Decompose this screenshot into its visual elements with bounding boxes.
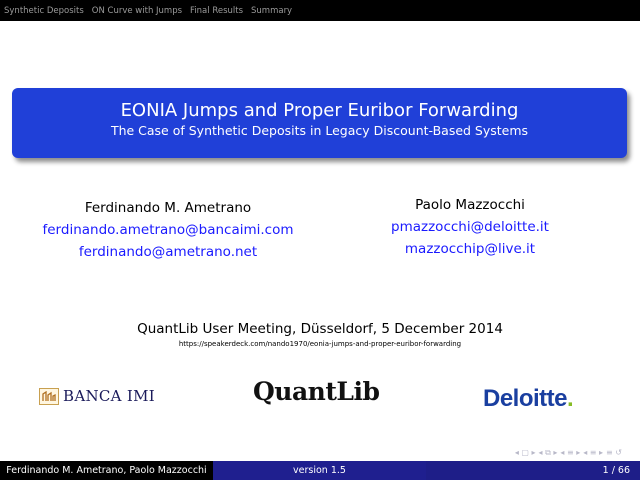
author-block-mazzocchi — [310, 194, 630, 260]
author-name: Paolo Mazzocchi — [415, 197, 525, 213]
author-email-link[interactable]: pmazzocchi@deloitte.it — [391, 219, 549, 235]
nav-section-synthetic-deposits[interactable]: Synthetic Deposits — [4, 5, 84, 16]
section-navigation-bar — [0, 0, 640, 21]
banca-imi-logo — [39, 387, 155, 405]
footer-authors: Ferdinando M. Ametrano, Paolo Mazzocchi — [0, 461, 213, 480]
author-email-link[interactable]: ferdinando.ametrano@bancaimi.com — [42, 222, 294, 238]
event-line: QuantLib User Meeting, Düsseldorf, 5 December 2014 — [137, 321, 503, 337]
footer-version: version 1.5 — [213, 461, 426, 480]
deloitte-dot: . — [567, 385, 574, 412]
banca-imi-logo-icon — [39, 388, 59, 405]
nav-section-final-results[interactable]: Final Results — [190, 5, 244, 16]
nav-section-summary[interactable]: Summary — [251, 5, 293, 16]
quantlib-logo: QuantLib — [253, 377, 380, 406]
slides-url[interactable]: https://speakerdeck.com/nando1970/eonia-jumps-and-proper-euribor-forwarding — [178, 340, 462, 348]
author-block-ametrano — [8, 197, 328, 263]
author-name: Ferdinando M. Ametrano — [84, 200, 252, 216]
nav-section-on-curve[interactable]: ON Curve with Jumps — [91, 5, 183, 16]
deloitte-logo — [483, 385, 573, 413]
author-email-link[interactable]: ferdinando@ametrano.net — [78, 244, 258, 260]
presentation-subtitle: The Case of Synthetic Deposits in Legacy Discount-Based Systems — [110, 123, 529, 138]
deloitte-wordmark: Deloitte — [483, 385, 568, 412]
banca-imi-wordmark: BANCA IMI — [63, 387, 155, 405]
title-box — [12, 88, 627, 158]
nav-section-icon[interactable]: ◂ ≡ ▸ — [560, 448, 581, 457]
beamer-navigation-symbols — [515, 448, 622, 458]
footer-page-number: 1 / 66 — [426, 461, 640, 480]
footer-bar — [0, 461, 640, 480]
nav-frame-icon[interactable]: ◂ ▢ ▸ — [514, 448, 536, 457]
nav-subsection-icon[interactable]: ◂ ⧉ ▸ — [538, 448, 558, 457]
presentation-title: EONIA Jumps and Proper Euribor Forwarding — [120, 100, 519, 121]
nav-section-icon[interactable]: ◂ ≡ ▸ — [583, 448, 604, 457]
author-email-link[interactable]: mazzocchip@live.it — [404, 241, 536, 257]
nav-search-icon[interactable]: ≡ ↺ — [606, 448, 622, 457]
